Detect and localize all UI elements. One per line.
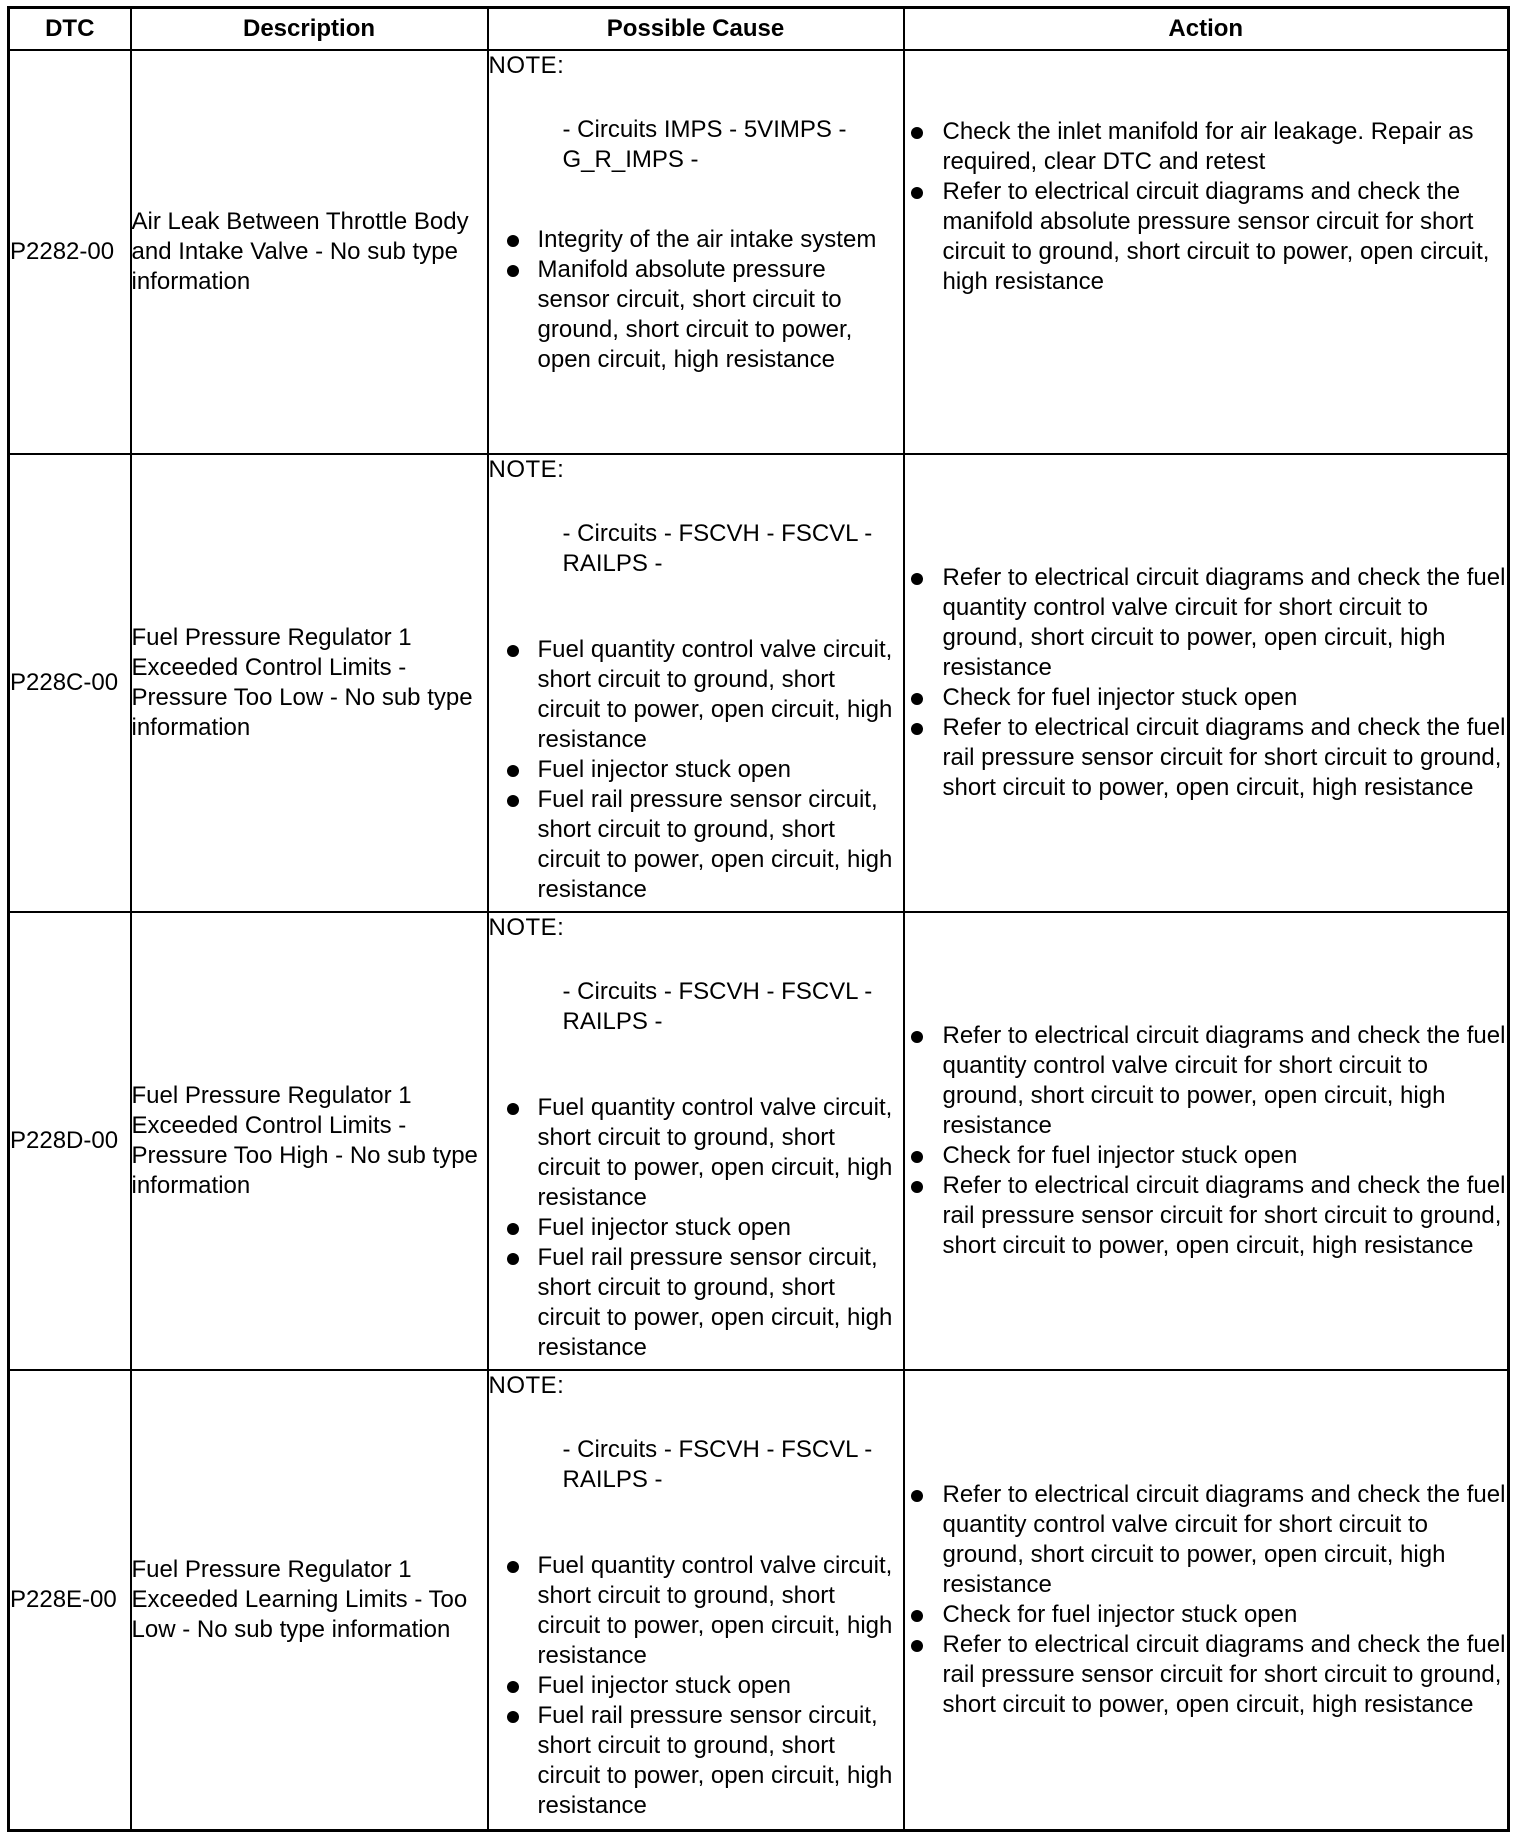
list-item — [489, 635, 903, 755]
action-list — [905, 563, 1508, 803]
note-label: NOTE: — [488, 1372, 565, 1399]
table-row — [9, 454, 1509, 912]
action-text: Refer to electrical circuit diagrams and check the fuel quantity control valve circuit for short circuit to ground, short circuit to power, open circuit, high resistance — [942, 1022, 1506, 1139]
action-text: Refer to electrical circuit diagrams and check the fuel rail pressure sensor circuit for short circuit to ground, short circuit to power, open circuit, high resistance — [942, 1631, 1506, 1718]
action-text: Refer to electrical circuit diagrams and check the fuel rail pressure sensor circuit for short circuit to ground, short circuit to power, open circuit, high resistance — [942, 1172, 1506, 1259]
possible-cause-cell — [488, 912, 904, 1370]
list-item — [905, 1171, 1508, 1261]
action-text: Refer to electrical circuit diagrams and check the fuel quantity control valve circuit for short circuit to ground, short circuit to power, open circuit, high resistance — [942, 1481, 1506, 1598]
bullet-icon — [911, 1610, 923, 1622]
list-item — [489, 1243, 903, 1363]
action-list — [905, 117, 1508, 297]
possible-cause-cell — [488, 454, 904, 912]
list-item — [905, 117, 1508, 177]
possible-cause-cell — [488, 1370, 904, 1831]
bullet-icon — [911, 693, 923, 705]
list-item — [489, 1701, 903, 1821]
header-row — [9, 8, 1509, 51]
bullet-icon — [911, 1640, 923, 1652]
dtc-code: P228D-00 — [9, 912, 131, 1370]
list-item — [905, 1600, 1508, 1630]
cause-text: Fuel quantity control valve circuit, short circuit to ground, short circuit to power, open circuit, high resistance — [537, 636, 893, 753]
cause-text: Fuel rail pressure sensor circuit, short circuit to ground, short circuit to power, open circuit, high resistance — [537, 1244, 893, 1361]
action-text: Refer to electrical circuit diagrams and check the fuel rail pressure sensor circuit for short circuit to ground, short circuit to power, open circuit, high resistance — [942, 714, 1506, 801]
dtc-table — [7, 6, 1510, 1832]
cause-list — [489, 1551, 903, 1821]
bullet-icon — [911, 1031, 923, 1043]
cause-text: Fuel quantity control valve circuit, short circuit to ground, short circuit to power, open circuit, high resistance — [537, 1094, 893, 1211]
table-row — [9, 50, 1509, 454]
list-item — [905, 1141, 1508, 1171]
cause-text: Fuel quantity control valve circuit, short circuit to ground, short circuit to power, open circuit, high resistance — [537, 1552, 893, 1669]
bullet-icon — [911, 573, 923, 585]
list-item — [489, 1671, 903, 1701]
list-item — [905, 1630, 1508, 1720]
list-item — [905, 563, 1508, 683]
cause-text: Fuel injector stuck open — [537, 756, 791, 783]
cause-text: Fuel injector stuck open — [537, 1214, 791, 1241]
header-description: Description — [131, 8, 488, 51]
dtc-description: Fuel Pressure Regulator 1 Exceeded Learning Limits - Too Low - No sub type information — [131, 1370, 488, 1831]
action-text: Check for fuel injector stuck open — [942, 1601, 1298, 1628]
action-text: Check for fuel injector stuck open — [942, 1142, 1298, 1169]
note-text: - Circuits - FSCVH - FSCVL - RAILPS - — [562, 520, 873, 577]
note-text: - Circuits IMPS - 5VIMPS - G_R_IMPS - — [562, 116, 847, 173]
dtc-code: P228C-00 — [9, 454, 131, 912]
note-text: - Circuits - FSCVH - FSCVL - RAILPS - — [562, 1436, 873, 1493]
action-list — [905, 1021, 1508, 1261]
list-item — [489, 785, 903, 905]
header-possible-cause: Possible Cause — [488, 8, 904, 51]
note-label: NOTE: — [488, 914, 565, 941]
bullet-icon — [911, 187, 923, 199]
cause-text: Fuel rail pressure sensor circuit, short circuit to ground, short circuit to power, open circuit, high resistance — [537, 1702, 893, 1819]
bullet-icon — [507, 1561, 519, 1573]
bullet-icon — [911, 1181, 923, 1193]
cause-list — [489, 225, 903, 375]
table-row — [9, 1370, 1509, 1831]
dtc-description: Fuel Pressure Regulator 1 Exceeded Control Limits - Pressure Too Low - No sub type information — [131, 454, 488, 912]
list-item — [905, 1480, 1508, 1600]
action-text: Refer to electrical circuit diagrams and check the fuel quantity control valve circuit for short circuit to ground, short circuit to power, open circuit, high resistance — [942, 564, 1506, 681]
note-label: NOTE: — [488, 456, 565, 483]
list-item — [489, 1093, 903, 1213]
cause-text: Fuel rail pressure sensor circuit, short circuit to ground, short circuit to power, open circuit, high resistance — [537, 786, 893, 903]
list-item — [489, 755, 903, 785]
list-item — [489, 1551, 903, 1671]
action-text: Refer to electrical circuit diagrams and check the manifold absolute pressure sensor circuit for short circuit to ground, short circuit to power, open circuit, high resistance — [942, 178, 1490, 295]
bullet-icon — [507, 795, 519, 807]
cause-text: Integrity of the air intake system — [537, 226, 877, 253]
action-text: Check the inlet manifold for air leakage. Repair as required, clear DTC and retest — [942, 118, 1474, 175]
bullet-icon — [507, 765, 519, 777]
list-item — [905, 177, 1508, 297]
dtc-description: Fuel Pressure Regulator 1 Exceeded Control Limits - Pressure Too High - No sub type information — [131, 912, 488, 1370]
list-item — [905, 713, 1508, 803]
action-cell — [904, 912, 1509, 1370]
bullet-icon — [507, 1711, 519, 1723]
list-item — [489, 1213, 903, 1243]
possible-cause-cell — [488, 50, 904, 454]
bullet-icon — [911, 127, 923, 139]
bullet-icon — [507, 1103, 519, 1115]
bullet-icon — [911, 723, 923, 735]
action-cell — [904, 50, 1509, 454]
header-action: Action — [904, 8, 1509, 51]
bullet-icon — [507, 1253, 519, 1265]
bullet-icon — [507, 265, 519, 277]
list-item — [905, 1021, 1508, 1141]
list-item — [905, 683, 1508, 713]
bullet-icon — [911, 1490, 923, 1502]
bullet-icon — [507, 1681, 519, 1693]
cause-list — [489, 635, 903, 905]
action-list — [905, 1480, 1508, 1720]
header-dtc: DTC — [9, 8, 131, 51]
action-cell — [904, 454, 1509, 912]
table-row — [9, 912, 1509, 1370]
action-text: Check for fuel injector stuck open — [942, 684, 1298, 711]
bullet-icon — [507, 645, 519, 657]
note-label: NOTE: — [488, 52, 565, 79]
bullet-icon — [507, 235, 519, 247]
cause-text: Fuel injector stuck open — [537, 1672, 791, 1699]
list-item — [489, 225, 903, 255]
dtc-code: P228E-00 — [9, 1370, 131, 1831]
dtc-code: P2282-00 — [9, 50, 131, 454]
bullet-icon — [911, 1151, 923, 1163]
note-text: - Circuits - FSCVH - FSCVL - RAILPS - — [562, 978, 873, 1035]
dtc-description: Air Leak Between Throttle Body and Intake Valve - No sub type information — [131, 50, 488, 454]
cause-text: Manifold absolute pressure sensor circuit, short circuit to ground, short circuit to power, open circuit, high resistance — [537, 256, 853, 373]
cause-list — [489, 1093, 903, 1363]
bullet-icon — [507, 1223, 519, 1235]
action-cell — [904, 1370, 1509, 1831]
list-item — [489, 255, 903, 375]
